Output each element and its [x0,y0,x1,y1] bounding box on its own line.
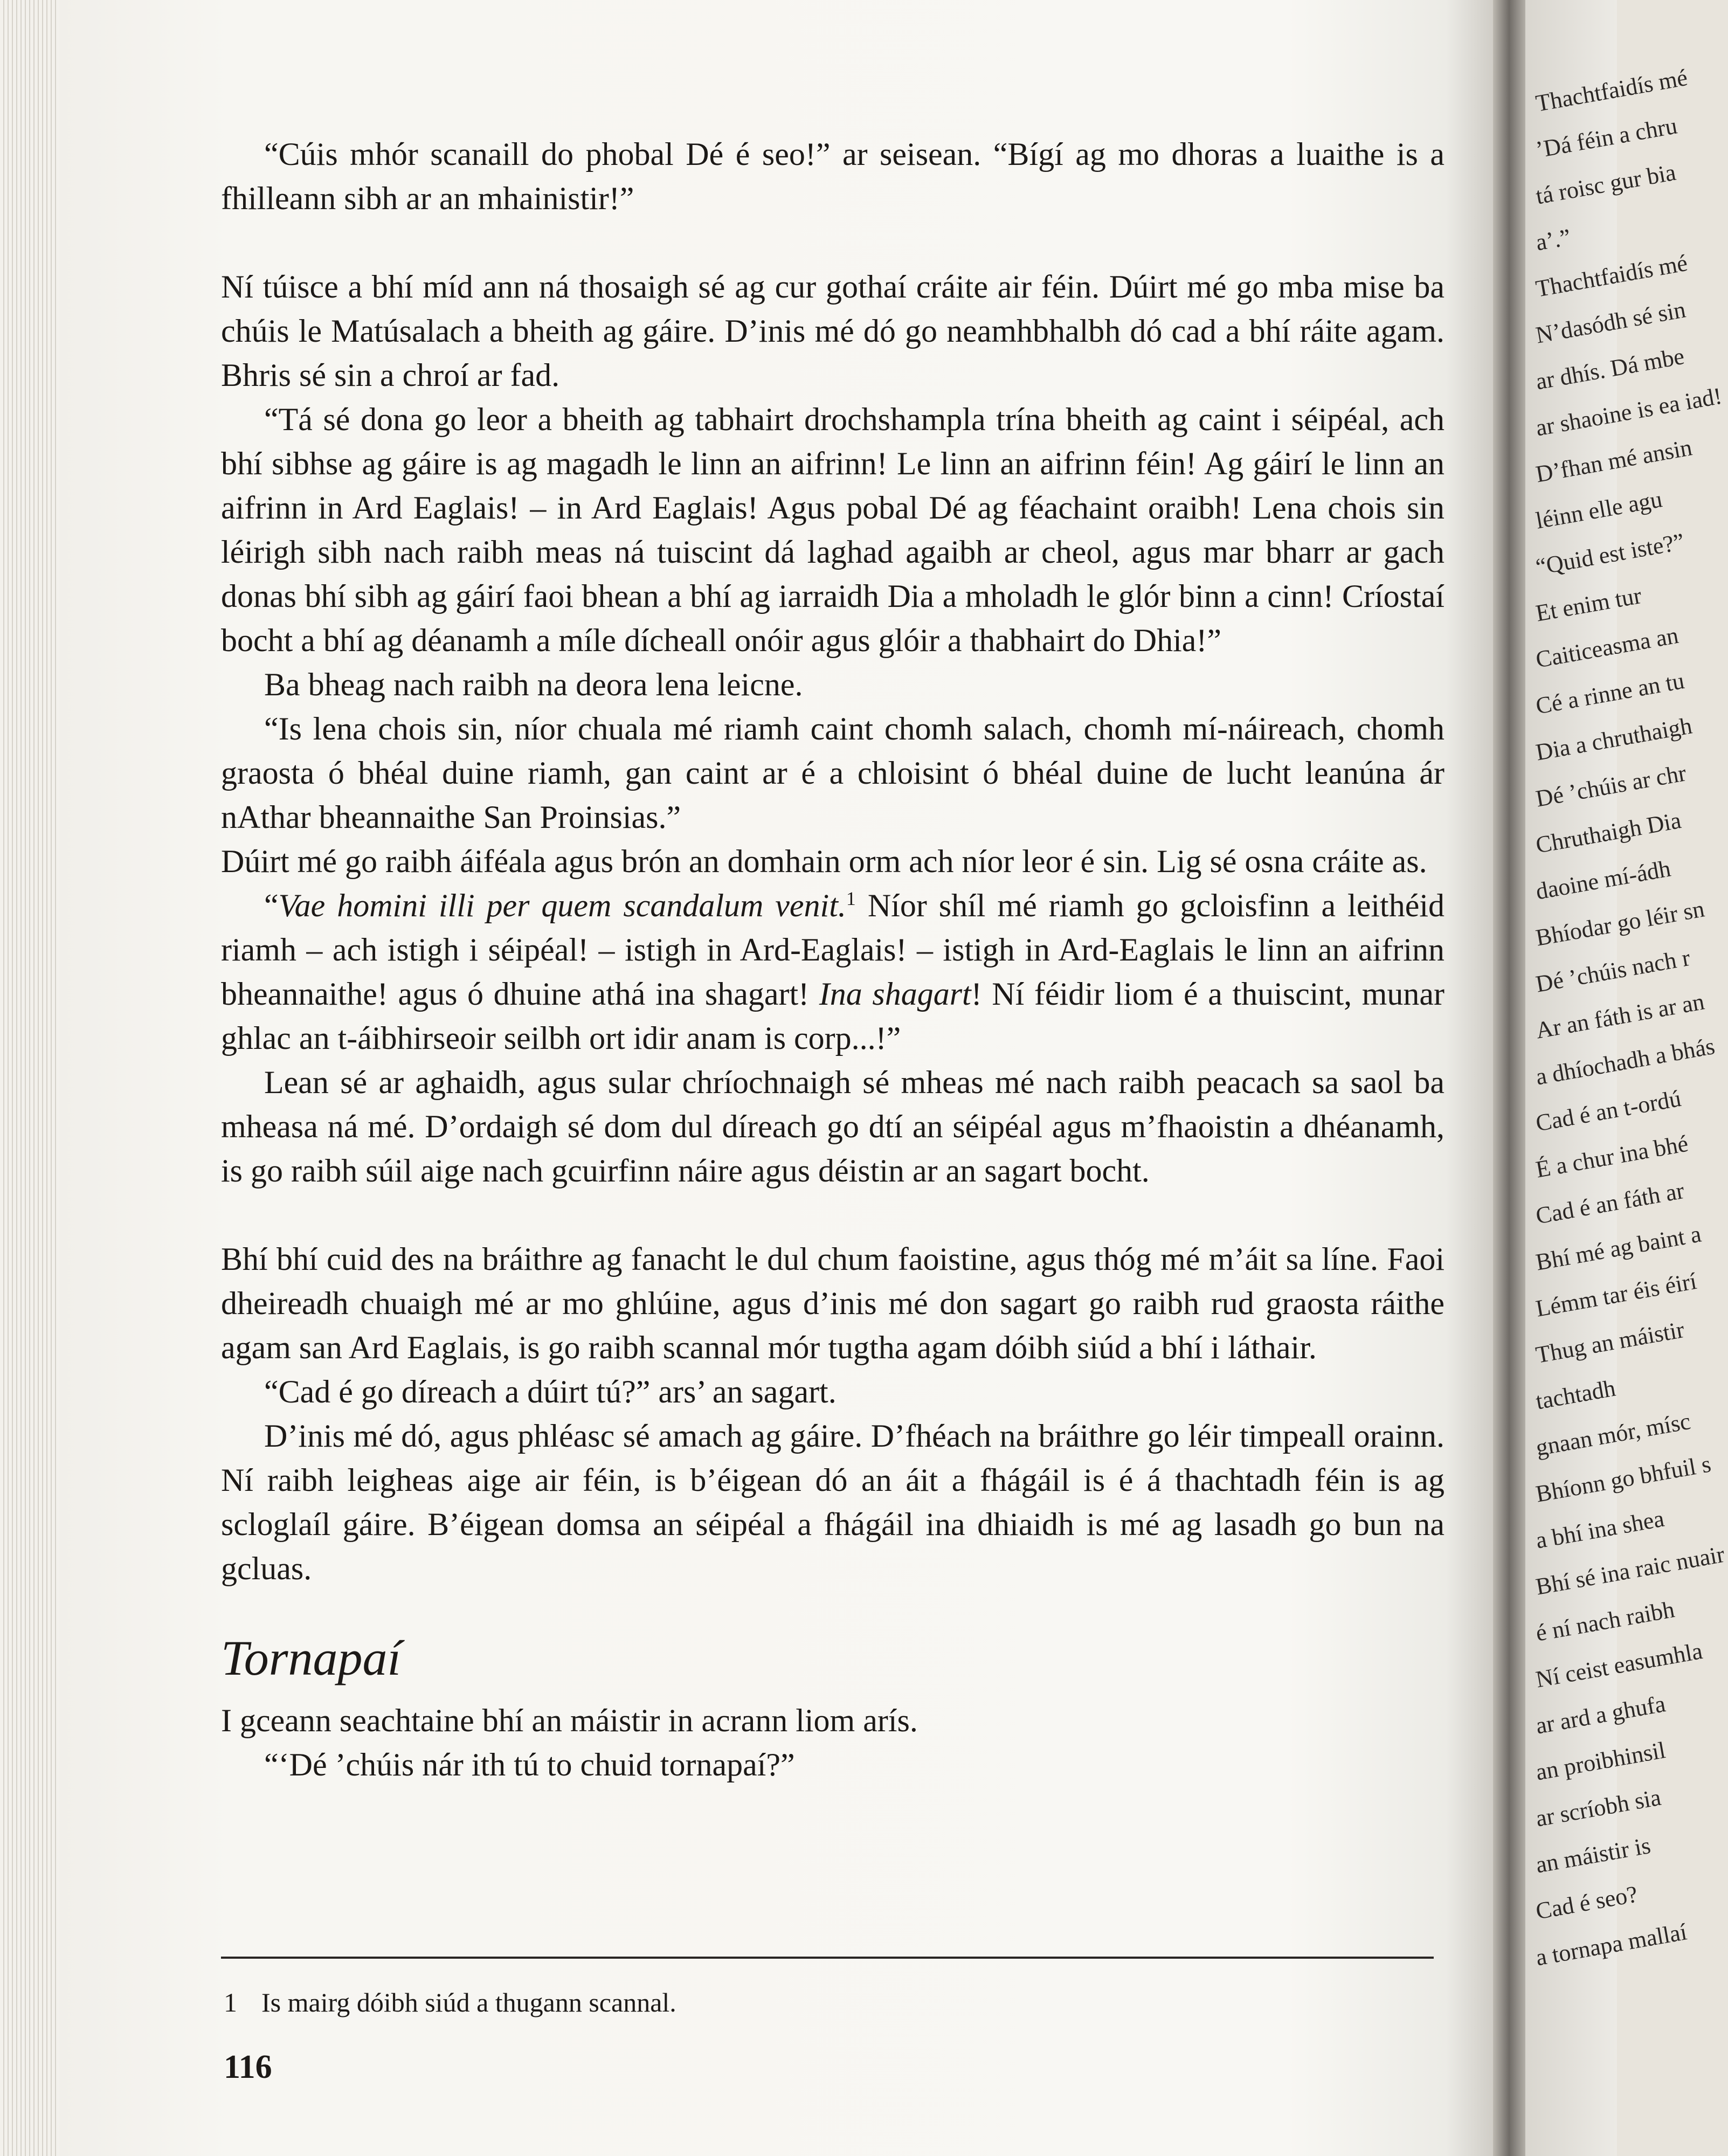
facing-page-text [1533,64,1727,1981]
facing-page-line: N’dasódh sé sin [1533,296,1688,349]
facing-page-line: Thug an máistir [1533,1316,1686,1369]
facing-page-line: Thachtfaidís mé [1533,249,1690,302]
facing-page-line: ’Dá féin a chru [1533,112,1679,163]
facing-page-line: an máistir is [1533,1832,1653,1878]
facing-page-line: Bhíodar go léir sn [1533,895,1706,951]
facing-page-line: Dé ’chúis nach r [1533,944,1692,998]
facing-page-line: gnaan mór, mísc [1533,1407,1693,1461]
latin-quote-paragraph [221,883,1444,1060]
latin-quote: Vae homini illi per quem scandalum venit. [278,888,846,923]
footnote-text: Is mairg dóibh siúd a thugann scannal. [261,1987,676,2017]
facing-page-line: Bhí sé ina raic nuair [1533,1540,1727,1600]
paragraph: “Cad é go díreach a dúirt tú?” ars’ an sagart. [264,1374,837,1409]
facing-page-line: Thachtfaidís mé [1533,64,1690,117]
facing-page-line: léinn elle agu [1533,486,1664,534]
page-stack-edge [0,0,59,2156]
facing-page-line: a tornapa mallaí [1533,1918,1689,1971]
facing-page-line: Dia a chruthaigh [1533,712,1694,766]
page-number: 116 [224,2049,272,2085]
facing-page-line: Cad é seo? [1533,1881,1640,1925]
facing-page-line: É a chur ina bhé [1533,1130,1690,1183]
facing-page-line: é ní nach raibh [1533,1596,1677,1647]
facing-page-line: “Quid est iste?” [1533,528,1686,581]
facing-page-line: Cad é an t-ordú [1533,1085,1683,1137]
facing-page-line: ar ard a ghufa [1533,1690,1668,1739]
facing-page-line: Bhíonn go bhfuil s [1533,1450,1713,1508]
facing-page-line: Ní ceist easumhla [1533,1637,1705,1693]
paragraph: Ba bheag nach raibh na deora lena leicne. [264,667,803,702]
facing-page-line: an proibhinsil [1533,1737,1668,1786]
footnote [224,1984,1409,2021]
facing-page-line: a’.” [1533,224,1573,256]
paragraph: “Cúis mhór scanaill do phobal Dé é seo!” ar seisean. “Bígí ag mo dhoras a luaithe is a fhilleann sibh ar an mhainistir!” [221,136,1444,216]
facing-page-line: Cé a rinne an tu [1533,667,1686,720]
facing-page-line: tachtadh [1533,1374,1618,1415]
facing-page-line: D’fhan mé ansin [1533,434,1694,488]
paragraph: Ní túisce a bhí míd ann ná thosaigh sé ag cur gothaí cráite air féin. Dúirt mé go mba mise ba chúis le Matúsalach a bheith ag gáire. D’inis mé dó go neamhbhalbh dó cad a bhí ráite agam. Bhris sé sin a chroí ar fad. [221,269,1444,393]
open-quote: “ [264,888,279,923]
paragraph: “Tá sé dona go leor a bheith ag tabhairt drochshampla trína bheith ag caint i séipéal, ach bhí sibhse ag gáire is ag magadh le linn an aifrinn! Le linn an aifrinn féin! Ag gáirí le linn an aifrinn in Ard Eaglais! – in Ard Eaglais! Agus pobal Dé ag féachaint oraibh! Lena chois sin léirigh sibh nach raibh meas ná tuiscint dá laghad agaibh ar cheol, agus mar bharr ar gach donas bhí sibh ag gáirí faoi bhean a bhí ag iarraidh Dia a mholadh le glór binn a cinn! Críostaí bocht a bhí ag déanamh a míle dícheall onóir agus glóir a thabhairt do Dhia!” [221,402,1444,658]
page-body [221,132,1444,1787]
footnote-rule [221,1957,1434,1959]
footnote-number: 1 [224,1987,237,2017]
facing-page-line: Lémm tar éis éirí [1533,1267,1699,1322]
facing-page-line: tá roisc gur bia [1533,158,1678,210]
latin-paragraph-text-end: ! Ní féidir liom é a thuiscint, munar ghlac an t-áibhirseoir seilbh ort idir anam is corp...!” [221,976,1444,1056]
paragraph: Lean sé ar aghaidh, agus sular chríochnaigh sé mheas mé nach raibh peacach sa saol ba mheasa ná mé. D’ordaigh sé dom dul díreach go dtí an séipéal agus m’fhaoistin a dhéanamh, is go raibh súil aige nach gcuirfinn náire agus déistin ar an sagart bocht. [221,1065,1444,1188]
facing-page-line: Caiticeasma an [1533,621,1681,673]
footnote-mark: 1 [846,888,856,909]
facing-page-line: a bhí ina shea [1533,1505,1667,1554]
facing-page-line: ar shaoine is ea iad! [1533,382,1724,441]
facing-page-line: Cad é an fáth ar [1533,1177,1686,1229]
section-heading: Tornapaí [221,1630,402,1685]
book-gutter [1493,0,1525,2156]
section-line: “‘Dé ’chúis nár ith tú to chuid tornapaí?” [264,1747,795,1782]
paragraph: “Is lena chois sin, níor chuala mé riamh caint chomh salach, chomh mí-náireach, chomh graosta ó bhéal duine riamh, gan caint ar é a chloisint ó bhéal duine de lucht leanúna ár nAthar bheannaithe San Proinsias.” [221,711,1444,835]
facing-page-line: Et enim tur [1533,582,1644,627]
facing-page-line: Bhí mé ag baint a [1533,1220,1703,1276]
paragraph: D’inis mé dó, agus phléasc sé amach ag gáire. D’fhéach na bráithre go léir timpeall orainn. Ní raibh leigheas aige air féin, is b’éigean dó an áit a fhágáil is é á thachtadh féin is ag scloglaíl gáire. B’éigean domsa an séipéal a fhágáil ina dhiaidh is mé ag lasadh go bun na gcluas. [221,1418,1444,1586]
latin-paragraph-text: Níor shíl mé riamh go gcloisfinn a leithéid riamh – ach istigh i séipéal! – istigh in Ard-Eaglais! – istigh in Ard-Eaglais le linn an aifrinn bheannaithe! agus ó dhuine athá ina shagart! [221,888,1444,1012]
facing-page-line: Chruthaigh Dia [1533,807,1683,859]
facing-page-line: a dhíochadh a bhás [1533,1033,1717,1090]
paragraph: Bhí bhí cuid des na bráithre ag fanacht le dul chum faoistine, agus thóg mé m’áit sa líne. Faoi dheireadh chuaigh mé ar mo ghlúine, agus d’inis mé don sagart go raibh rud graosta ráithe agam san Ard Eaglais, is go raibh scannal mór tugtha agam dóibh siúd a bhí i láthair. [221,1241,1444,1365]
paragraph-gap [221,220,1444,265]
facing-page-line: ar scríobh sia [1533,1784,1663,1832]
facing-page-line: ar dhís. Dá mbe [1533,343,1686,395]
facing-page-line: Dé ’chúis ar chr [1533,759,1689,812]
section-line: I gceann seachtaine bhí an máistir in acrann liom arís. [221,1703,918,1738]
facing-page-line: Ar an fáth is ar an [1533,988,1706,1044]
emphasis-text: Ina shagart [819,976,971,1012]
paragraph: Dúirt mé go raibh áiféala agus brón an domhain orm ach níor leor é sin. Lig sé osna cráite as. [221,844,1427,879]
facing-page-line: daoine mí-ádh [1533,855,1673,905]
paragraph-gap [221,1193,1444,1237]
facing-page [1525,0,1727,2156]
